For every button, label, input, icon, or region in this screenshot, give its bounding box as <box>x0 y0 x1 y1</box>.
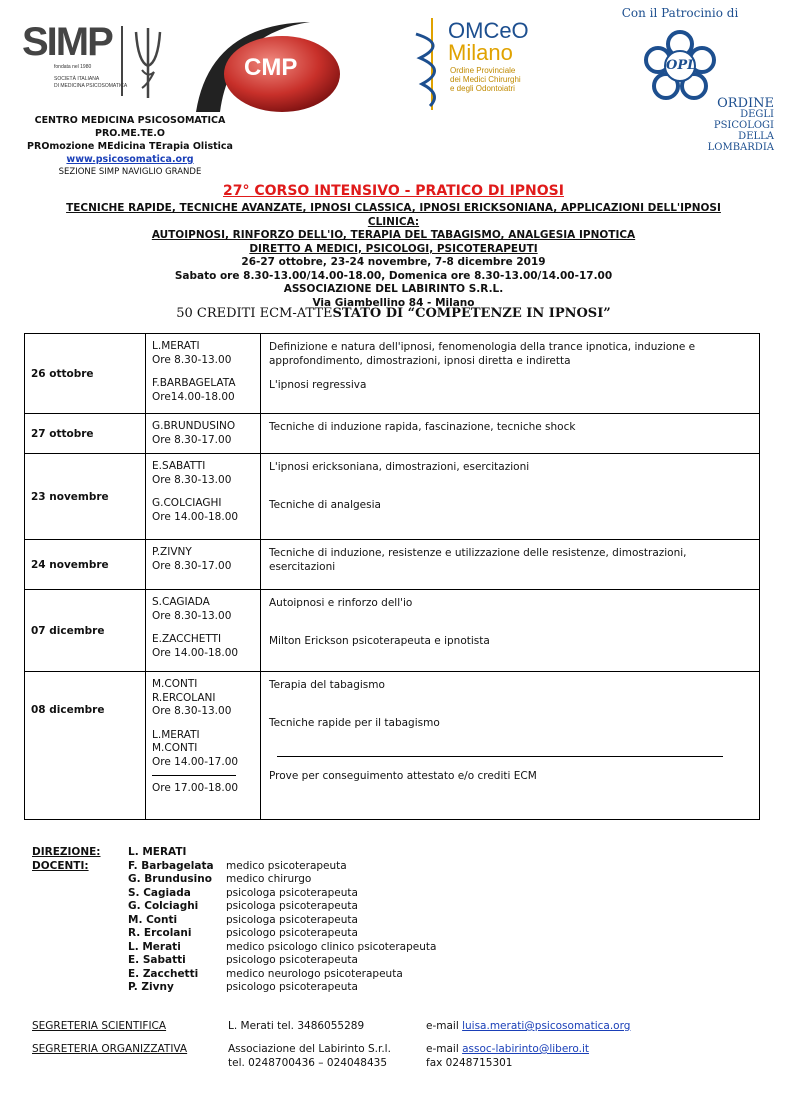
simp-society: SOCIETÀ ITALIANA <box>54 76 100 82</box>
teacher-time: Ore 17.00-18.00 <box>152 782 239 794</box>
date-cell: 24 novembre <box>25 540 146 590</box>
course-dates: 26-27 ottobre, 23-24 novembre, 7-8 dicembre 2019 <box>241 256 546 268</box>
course-hours: Sabato ore 8.30-13.00/14.00-18.00, Domenica ore 8.30-13.00/14.00-17.00 <box>174 269 613 282</box>
topic-cell <box>261 672 760 820</box>
teacher-time: Ore 8.30-17.00 <box>152 433 232 446</box>
teacher-name: F.BARBAGELATA <box>152 377 236 389</box>
scientific-email-link[interactable]: luisa.merati@psicosomatica.org <box>462 1020 631 1032</box>
organizing-name: Associazione del Labirinto S.r.l. <box>228 1043 391 1055</box>
organizing-email-link[interactable]: assoc-labirinto@libero.it <box>462 1043 589 1055</box>
course-topics-1: TECNICHE RAPIDE, TECNICHE AVANZATE, IPNOSI CLASSICA, IPNOSI ERICKSONIANA, APPLICAZIONI DELL'IPNOSI CLINICA: <box>66 202 721 228</box>
divider <box>152 775 236 776</box>
teacher-role: medico neurologo psicoterapeuta <box>226 967 403 980</box>
teacher-name: E.ZACCHETTI <box>152 633 222 645</box>
cmp-logo <box>190 16 340 116</box>
topic-text: Terapia del tabagismo <box>269 679 385 691</box>
topic-text: Tecniche di induzione, resistenze e utilizzazione delle resistenze, dimostrazioni, esercitazioni <box>269 547 687 573</box>
topic-cell <box>261 454 760 540</box>
direction-label: DIREZIONE: <box>32 846 101 858</box>
course-address: Via Giambellino 84 - Milano <box>312 296 475 309</box>
topic-cell <box>261 540 760 590</box>
teacher-role: medico chirurgo <box>226 873 312 885</box>
teacher-time: Ore 14.00-18.00 <box>152 646 239 659</box>
organizing-secretariat-label: SEGRETERIA ORGANIZZATIVA <box>32 1043 188 1055</box>
date-cell: 27 ottobre <box>25 414 146 454</box>
center-name: CENTRO MEDICINA PSICOSOMATICA PRO.ME.TE.O <box>34 115 226 139</box>
divider <box>277 756 723 757</box>
course-title: 27° CORSO INTENSIVO - PRATICO DI IPNOSI <box>223 183 564 199</box>
teacher-name: G.BRUNDUSINO <box>152 420 236 432</box>
center-info <box>10 114 250 179</box>
topic-text: Milton Erickson psicoterapeuta e ipnotista <box>269 635 490 647</box>
teacher-name: S.CAGIADA <box>152 596 210 608</box>
organizing-fax: fax 0248715301 <box>426 1057 513 1069</box>
date-cell: 26 ottobre <box>25 334 146 414</box>
topic-text: Tecniche di induzione rapida, fascinazione, tecniche shock <box>269 421 576 433</box>
table-row <box>25 334 760 414</box>
simp-founded: fondata nel 1980 <box>54 64 92 70</box>
course-audience: DIRETTO A MEDICI, PSICOLOGI, PSICOTERAPEUTI <box>249 242 538 255</box>
teacher-cell <box>146 414 261 454</box>
teacher-name: M.CONTI <box>152 742 198 754</box>
date-cell: 23 novembre <box>25 454 146 540</box>
course-topics-2: AUTOIPNOSI, RINFORZO DELL'IO, TERAPIA DEL TABAGISMO, ANALGESIA IPNOTICA <box>151 229 636 241</box>
teacher-time: Ore 8.30-13.00 <box>152 609 232 622</box>
topic-cell <box>261 590 760 672</box>
table-row <box>25 540 760 590</box>
date-cell: 07 dicembre <box>25 590 146 672</box>
teacher-role: medico psicologo clinico psicoterapeuta <box>226 940 437 953</box>
course-organizer: ASSOCIAZIONE DEL LABIRINTO S.R.L. <box>283 283 504 295</box>
director-name: L. MERATI <box>128 846 187 858</box>
teacher-name: S. Cagiada <box>128 886 191 899</box>
teacher-time: Ore 14.00-18.00 <box>152 510 239 523</box>
course-subtitle <box>40 202 747 310</box>
topic-cell <box>261 334 760 414</box>
topic-text: L'ipnosi ericksoniana, dimostrazioni, esercitazioni <box>269 461 530 473</box>
omceo-sub-2: dei Medici Chirurghi <box>450 75 521 84</box>
teacher-name: G.COLCIAGHI <box>152 497 222 509</box>
organizing-phone: tel. 0248700436 – 024048435 <box>228 1057 388 1069</box>
teacher-time: Ore 8.30-13.00 <box>152 353 232 366</box>
cmp-logo-text: CMP <box>244 54 298 81</box>
simp-logo <box>22 20 172 100</box>
teacher-name: E.SABATTI <box>152 460 206 472</box>
staff-list <box>32 846 732 995</box>
opl-name-1: ORDINE <box>717 96 774 111</box>
teacher-name: G. Brundusino <box>128 873 212 885</box>
teacher-name: L. Merati <box>128 940 181 953</box>
topic-cell <box>261 414 760 454</box>
teacher-name: L.MERATI <box>152 728 200 741</box>
table-row <box>25 454 760 540</box>
teacher-name: E. Sabatti <box>128 954 186 966</box>
teacher-time: Ore 8.30-13.00 <box>152 473 232 486</box>
teacher-role: psicologa psicoterapeuta <box>226 886 358 899</box>
omceo-logo <box>412 14 582 114</box>
opl-name <box>686 98 774 153</box>
opl-letters: OPL <box>666 58 697 73</box>
scientific-email <box>426 1019 630 1033</box>
teacher-name: R. Ercolani <box>128 927 192 939</box>
teacher-role: psicologa psicoterapeuta <box>226 913 358 926</box>
teacher-name: M.CONTI <box>152 678 198 690</box>
topic-text: Autoipnosi e rinforzo dell'io <box>269 597 413 609</box>
center-section: SEZIONE SIMP NAVIGLIO GRANDE <box>58 167 202 177</box>
email-label: e-mail <box>426 1020 463 1032</box>
topic-text: Prove per conseguimento attestato e/o crediti ECM <box>269 770 537 782</box>
scientific-contact: L. Merati tel. 3486055289 <box>228 1020 365 1032</box>
table-row <box>25 590 760 672</box>
scientific-secretariat-label: SEGRETERIA SCIENTIFICA <box>32 1020 167 1032</box>
email-label: e-mail <box>426 1043 463 1055</box>
opl-logo <box>634 26 774 156</box>
omceo-city: Milano <box>448 40 513 65</box>
topic-text: Definizione e natura dell'ipnosi, fenomenologia della trance ipnotica, induzione e approfondimento, dimostrazioni, ipnosi diretta e indiretta <box>269 341 696 367</box>
teacher-cell <box>146 590 261 672</box>
teacher-time: Ore 8.30-13.00 <box>152 705 232 717</box>
organizing-email <box>426 1042 589 1056</box>
teacher-cell <box>146 672 261 820</box>
teacher-time: Ore 8.30-17.00 <box>152 559 232 572</box>
teacher-name: E. Zacchetti <box>128 967 199 980</box>
teacher-cell <box>146 334 261 414</box>
patrocinio-label: Con il Patrocinio di <box>621 6 739 20</box>
credits-line <box>0 306 787 321</box>
center-tagline: PROmozione MEdicina TErapia Olistica <box>27 141 233 152</box>
teachers-label: DOCENTI: <box>32 859 89 872</box>
teacher-time: Ore 14.00-17.00 <box>152 755 239 768</box>
teacher-time: Ore14.00-18.00 <box>152 390 235 403</box>
teacher-role: psicologo psicoterapeuta <box>226 954 358 966</box>
omceo-subtitle <box>450 66 521 93</box>
omceo-sub-1: Ordine Provinciale <box>450 66 516 75</box>
date-cell: 08 dicembre <box>25 672 146 820</box>
teacher-cell <box>146 540 261 590</box>
opl-name-2: DEGLI PSICOLOGI <box>713 109 774 131</box>
omceo-sub-3: e degli Odontoiatri <box>450 84 515 93</box>
teacher-role: psicologa psicoterapeuta <box>226 900 358 912</box>
teacher-name: L.MERATI <box>152 340 200 352</box>
teacher-name: F. Barbagelata <box>128 859 214 872</box>
simp-medicine: DI MEDICINA PSICOSOMATICA <box>54 83 128 89</box>
teacher-name: M. Conti <box>128 913 178 926</box>
opl-name-3: DELLA LOMBARDIA <box>707 131 774 153</box>
credits-part-2: STATO DI “COMPETENZE IN IPNOSI” <box>332 306 611 321</box>
teacher-name: P. Zivny <box>128 981 174 993</box>
teacher-role: psicologo psicoterapeuta <box>226 981 358 993</box>
teacher-role: psicologo psicoterapeuta <box>226 927 358 939</box>
topic-text: Tecniche rapide per il tabagismo <box>269 717 440 729</box>
table-row <box>25 672 760 820</box>
credits-part-1: 50 CREDITI ECM-ATTE <box>176 306 333 321</box>
omceo-title: OMCeO <box>448 18 529 43</box>
schedule-table <box>24 333 760 820</box>
teacher-role: medico psicoterapeuta <box>226 859 347 872</box>
organizing-secretariat <box>32 1042 752 1072</box>
table-row <box>25 414 760 454</box>
teacher-name: P.ZIVNY <box>152 546 192 558</box>
teacher-cell <box>146 454 261 540</box>
topic-text: L'ipnosi regressiva <box>269 379 367 391</box>
center-website-link[interactable]: www.psicosomatica.org <box>66 154 194 165</box>
teacher-name: R.ERCOLANI <box>152 691 216 704</box>
scientific-secretariat <box>32 1019 752 1033</box>
simp-logo-letters: SIMP <box>22 20 112 64</box>
omceo-caduceus-icon <box>412 14 452 114</box>
topic-text: Tecniche di analgesia <box>269 499 381 511</box>
teacher-name: G. Colciaghi <box>128 900 199 912</box>
